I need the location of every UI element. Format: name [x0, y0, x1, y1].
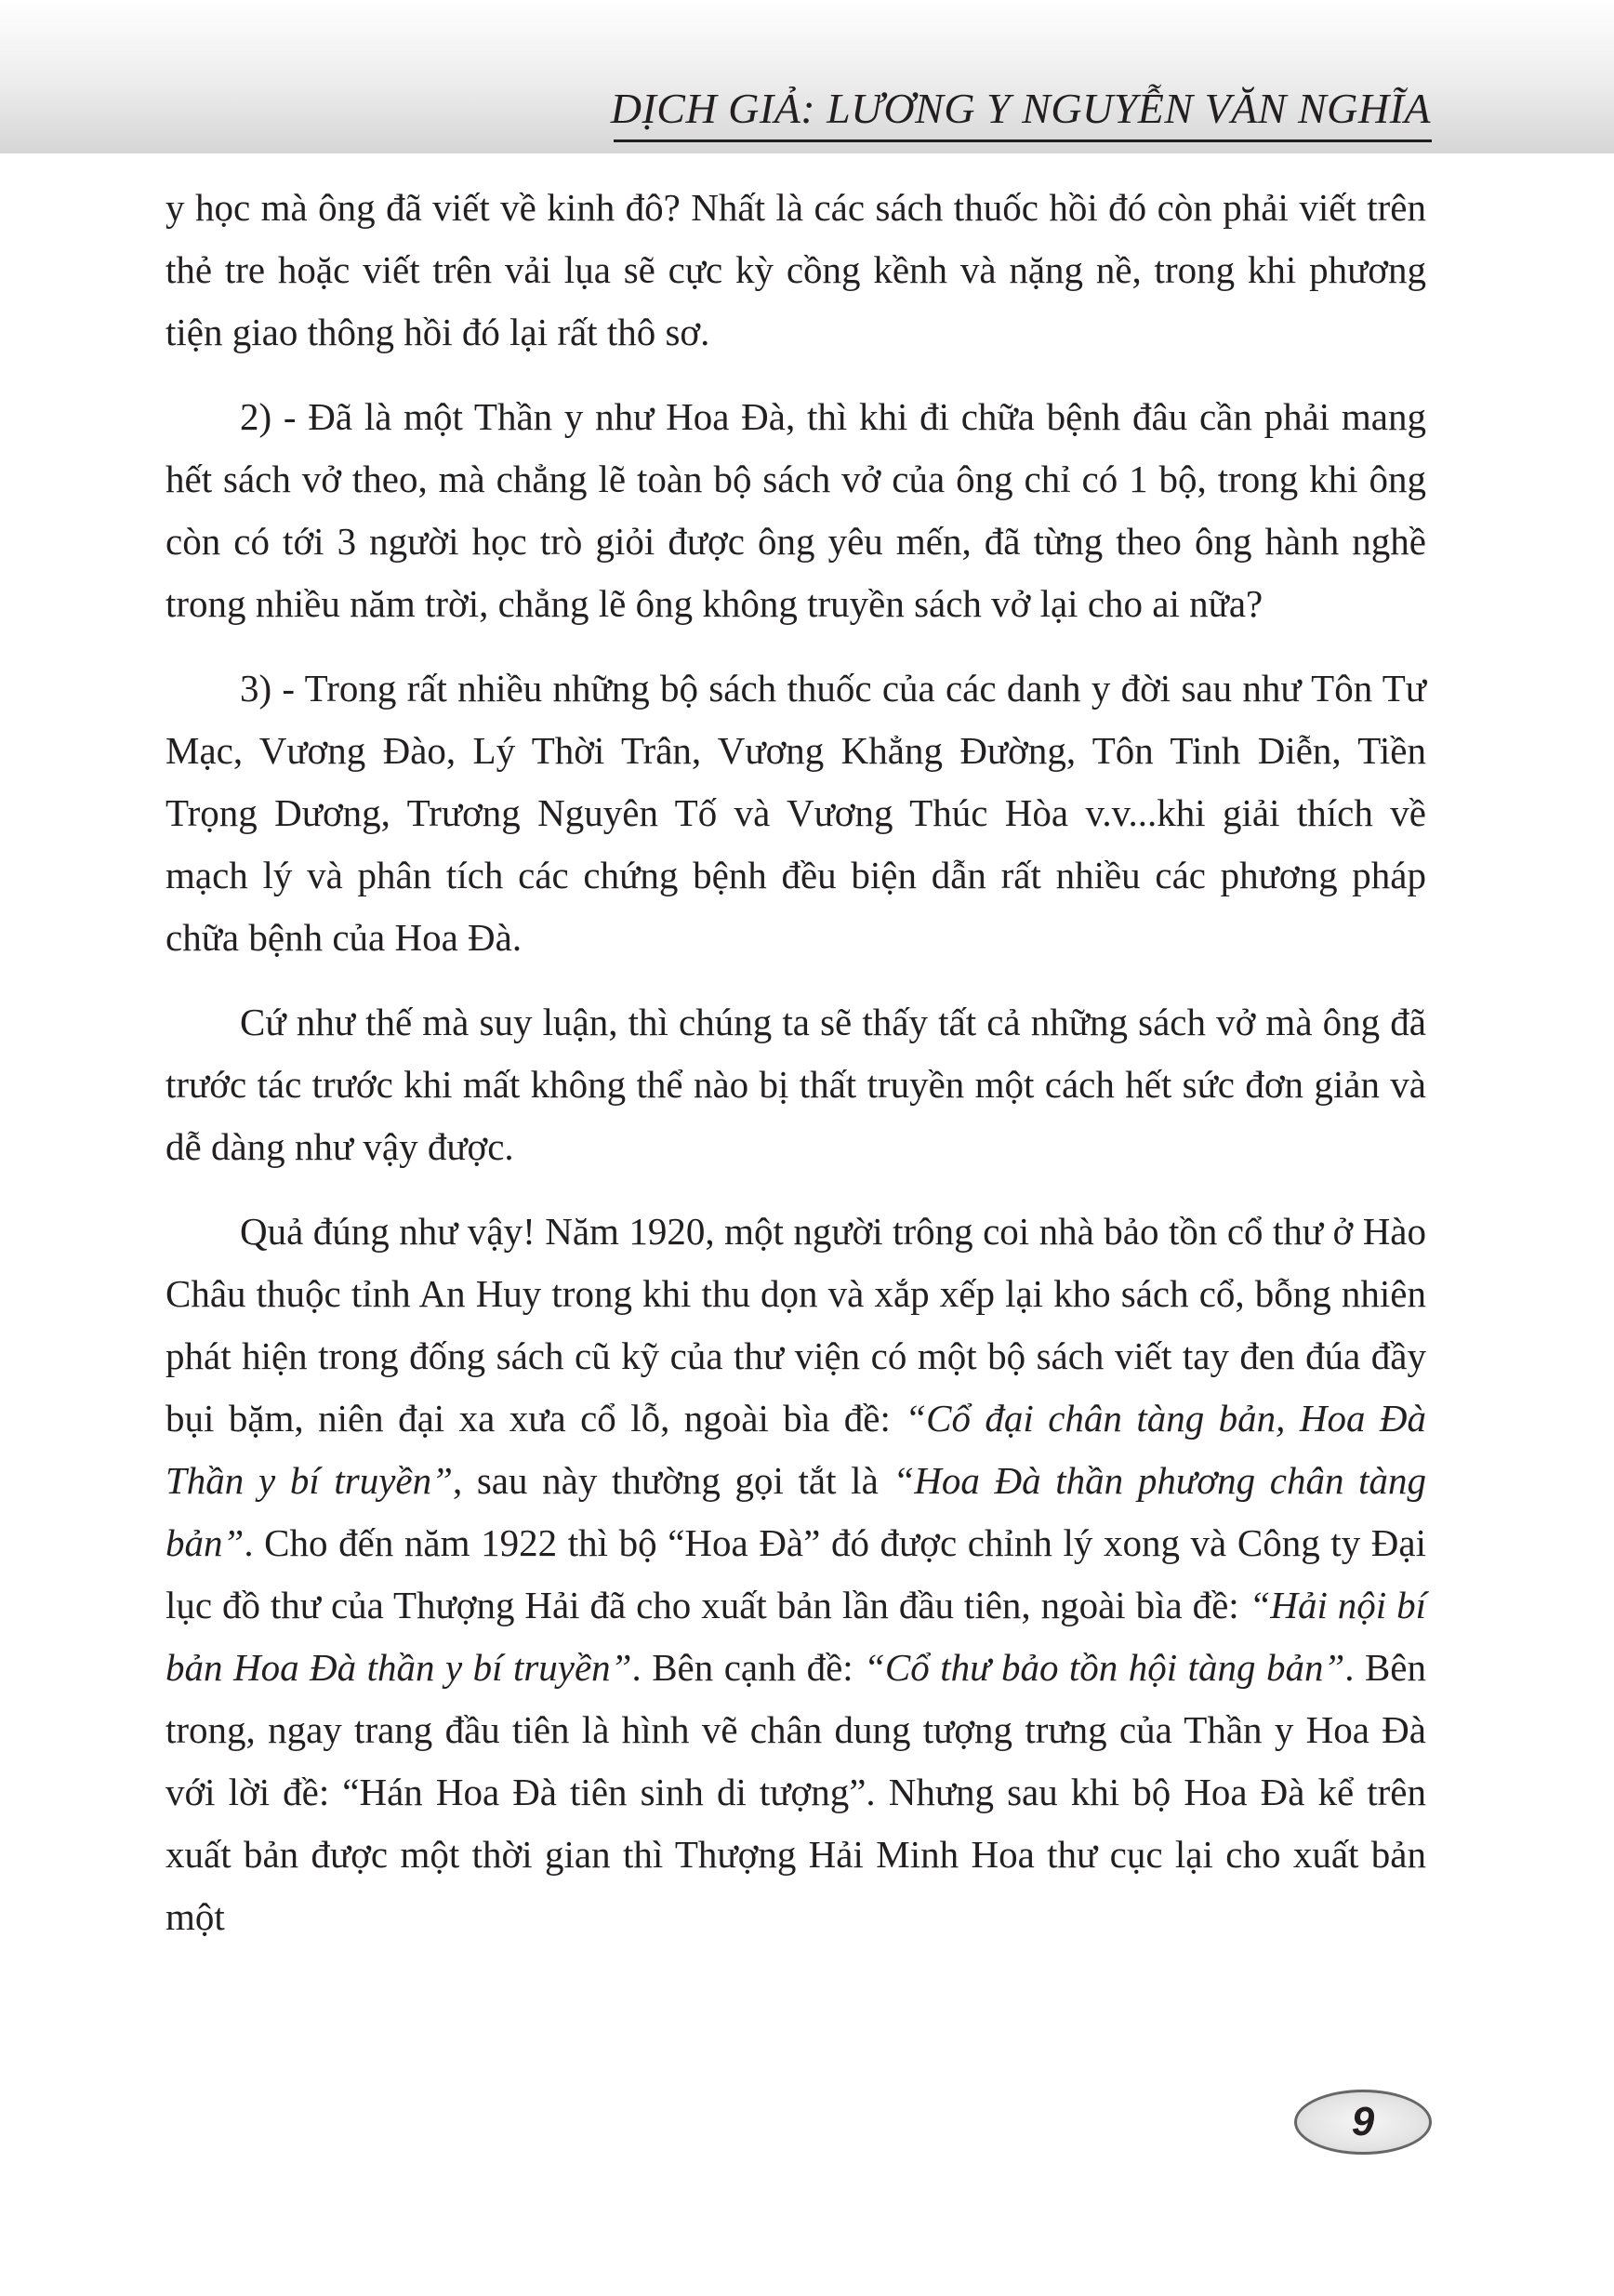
paragraph-5-text-4: . Bên cạnh đề:: [631, 1646, 865, 1689]
book-title-quote-2: “Hoa Đà thần phương chân tàng bản”: [165, 1459, 1426, 1564]
page-body: [165, 177, 1426, 1971]
paragraph-3: 3) - Trong rất nhiều những bộ sách thuốc của các danh y đời sau như Tôn Tư Mạc, Vương Đào, Lý Thời Trân, Vương Khẳng Đường, Tôn Tinh Diễn, Tiền Trọng Dương, Trương Nguyên Tố và Vương Thúc Hòa v.v...khi giải thích về mạch lý và phân tích các chứng bệnh đều biện dẫn rất nhiều các phương pháp chữa bệnh của Hoa Đà.: [165, 667, 1426, 959]
paragraph-5-text-5: . Bên trong, ngay trang đầu tiên là hình vẽ chân dung tượng trưng của Thần y Hoa Đà với lời đề: “Hán Hoa Đà tiên sinh di tượng”. Nhưng sau khi bộ Hoa Đà kể trên xuất bản được một thời gian thì Thượng Hải Minh Hoa thư cục lại cho xuất bản một: [165, 1646, 1427, 1938]
paragraph-4: Cứ như thế mà suy luận, thì chúng ta sẽ thấy tất cả những sách vở mà ông đã trước tác trước khi mất không thể nào bị thất truyền một cách hết sức đơn giản và dễ dàng như vậy được.: [165, 1001, 1426, 1168]
page-number: 9: [1351, 2099, 1375, 2144]
book-title-quote-3: “Hải nội bí bản Hoa Đà thần y bí truyền”: [165, 1584, 1426, 1689]
book-title-quote-4: “Cổ thư bảo tồn hội tàng bản”: [864, 1646, 1345, 1689]
page-number-badge: [1294, 2090, 1432, 2155]
paragraph-2: 2) - Đã là một Thần y như Hoa Đà, thì khi đi chữa bệnh đâu cần phải mang hết sách vở theo, mà chẳng lẽ toàn bộ sách vở của ông chỉ có 1 bộ, trong khi ông còn có tới 3 người học trò giỏi được ông yêu mến, đã từng theo ông hành nghề trong nhiều năm trời, chẳng lẽ ông không truyền sách vở lại cho ai nữa?: [165, 395, 1426, 625]
paragraph-5-text-3: . Cho đến năm 1922 thì bộ “Hoa Đà” đó được chỉnh lý xong và Công ty Đại lục đồ thư của Thượng Hải đã cho xuất bản lần đầu tiên, ngoài bìa đề:: [165, 1521, 1426, 1626]
paragraph-5-text-1: Quả đúng như vậy! Năm 1920, một người trông coi nhà bảo tồn cổ thư ở Hào Châu thuộc tỉnh An Huy trong khi thu dọn và xắp xếp lại kho sách cổ, bỗng nhiên phát hiện trong đống sách cũ kỹ của thư viện có một bộ sách viết tay đen đúa đầy bụi bặm, niên đại xa xưa cổ lỗ, ngoài bìa đề:: [165, 1210, 1426, 1440]
running-header-title: DỊCH GIẢ: LƯƠNG Y NGUYỄN VĂN NGHĨA: [610, 85, 1431, 132]
paragraph-1: y học mà ông đã viết về kinh đô? Nhất là các sách thuốc hồi đó còn phải viết trên thẻ tre hoặc viết trên vải lụa sẽ cực kỳ cồng kềnh và nặng nề, trong khi phương tiện giao thông hồi đó lại rất thô sơ.: [165, 186, 1426, 353]
paragraph-5: [165, 1201, 1426, 1948]
paragraph-5-text-2: , sau này thường gọi tắt là: [452, 1459, 893, 1502]
book-title-quote-1: “Cổ đại chân tàng bản, Hoa Đà Thần y bí truyền”: [165, 1397, 1426, 1502]
header-rule: [614, 139, 1432, 142]
running-header: [0, 0, 1614, 153]
